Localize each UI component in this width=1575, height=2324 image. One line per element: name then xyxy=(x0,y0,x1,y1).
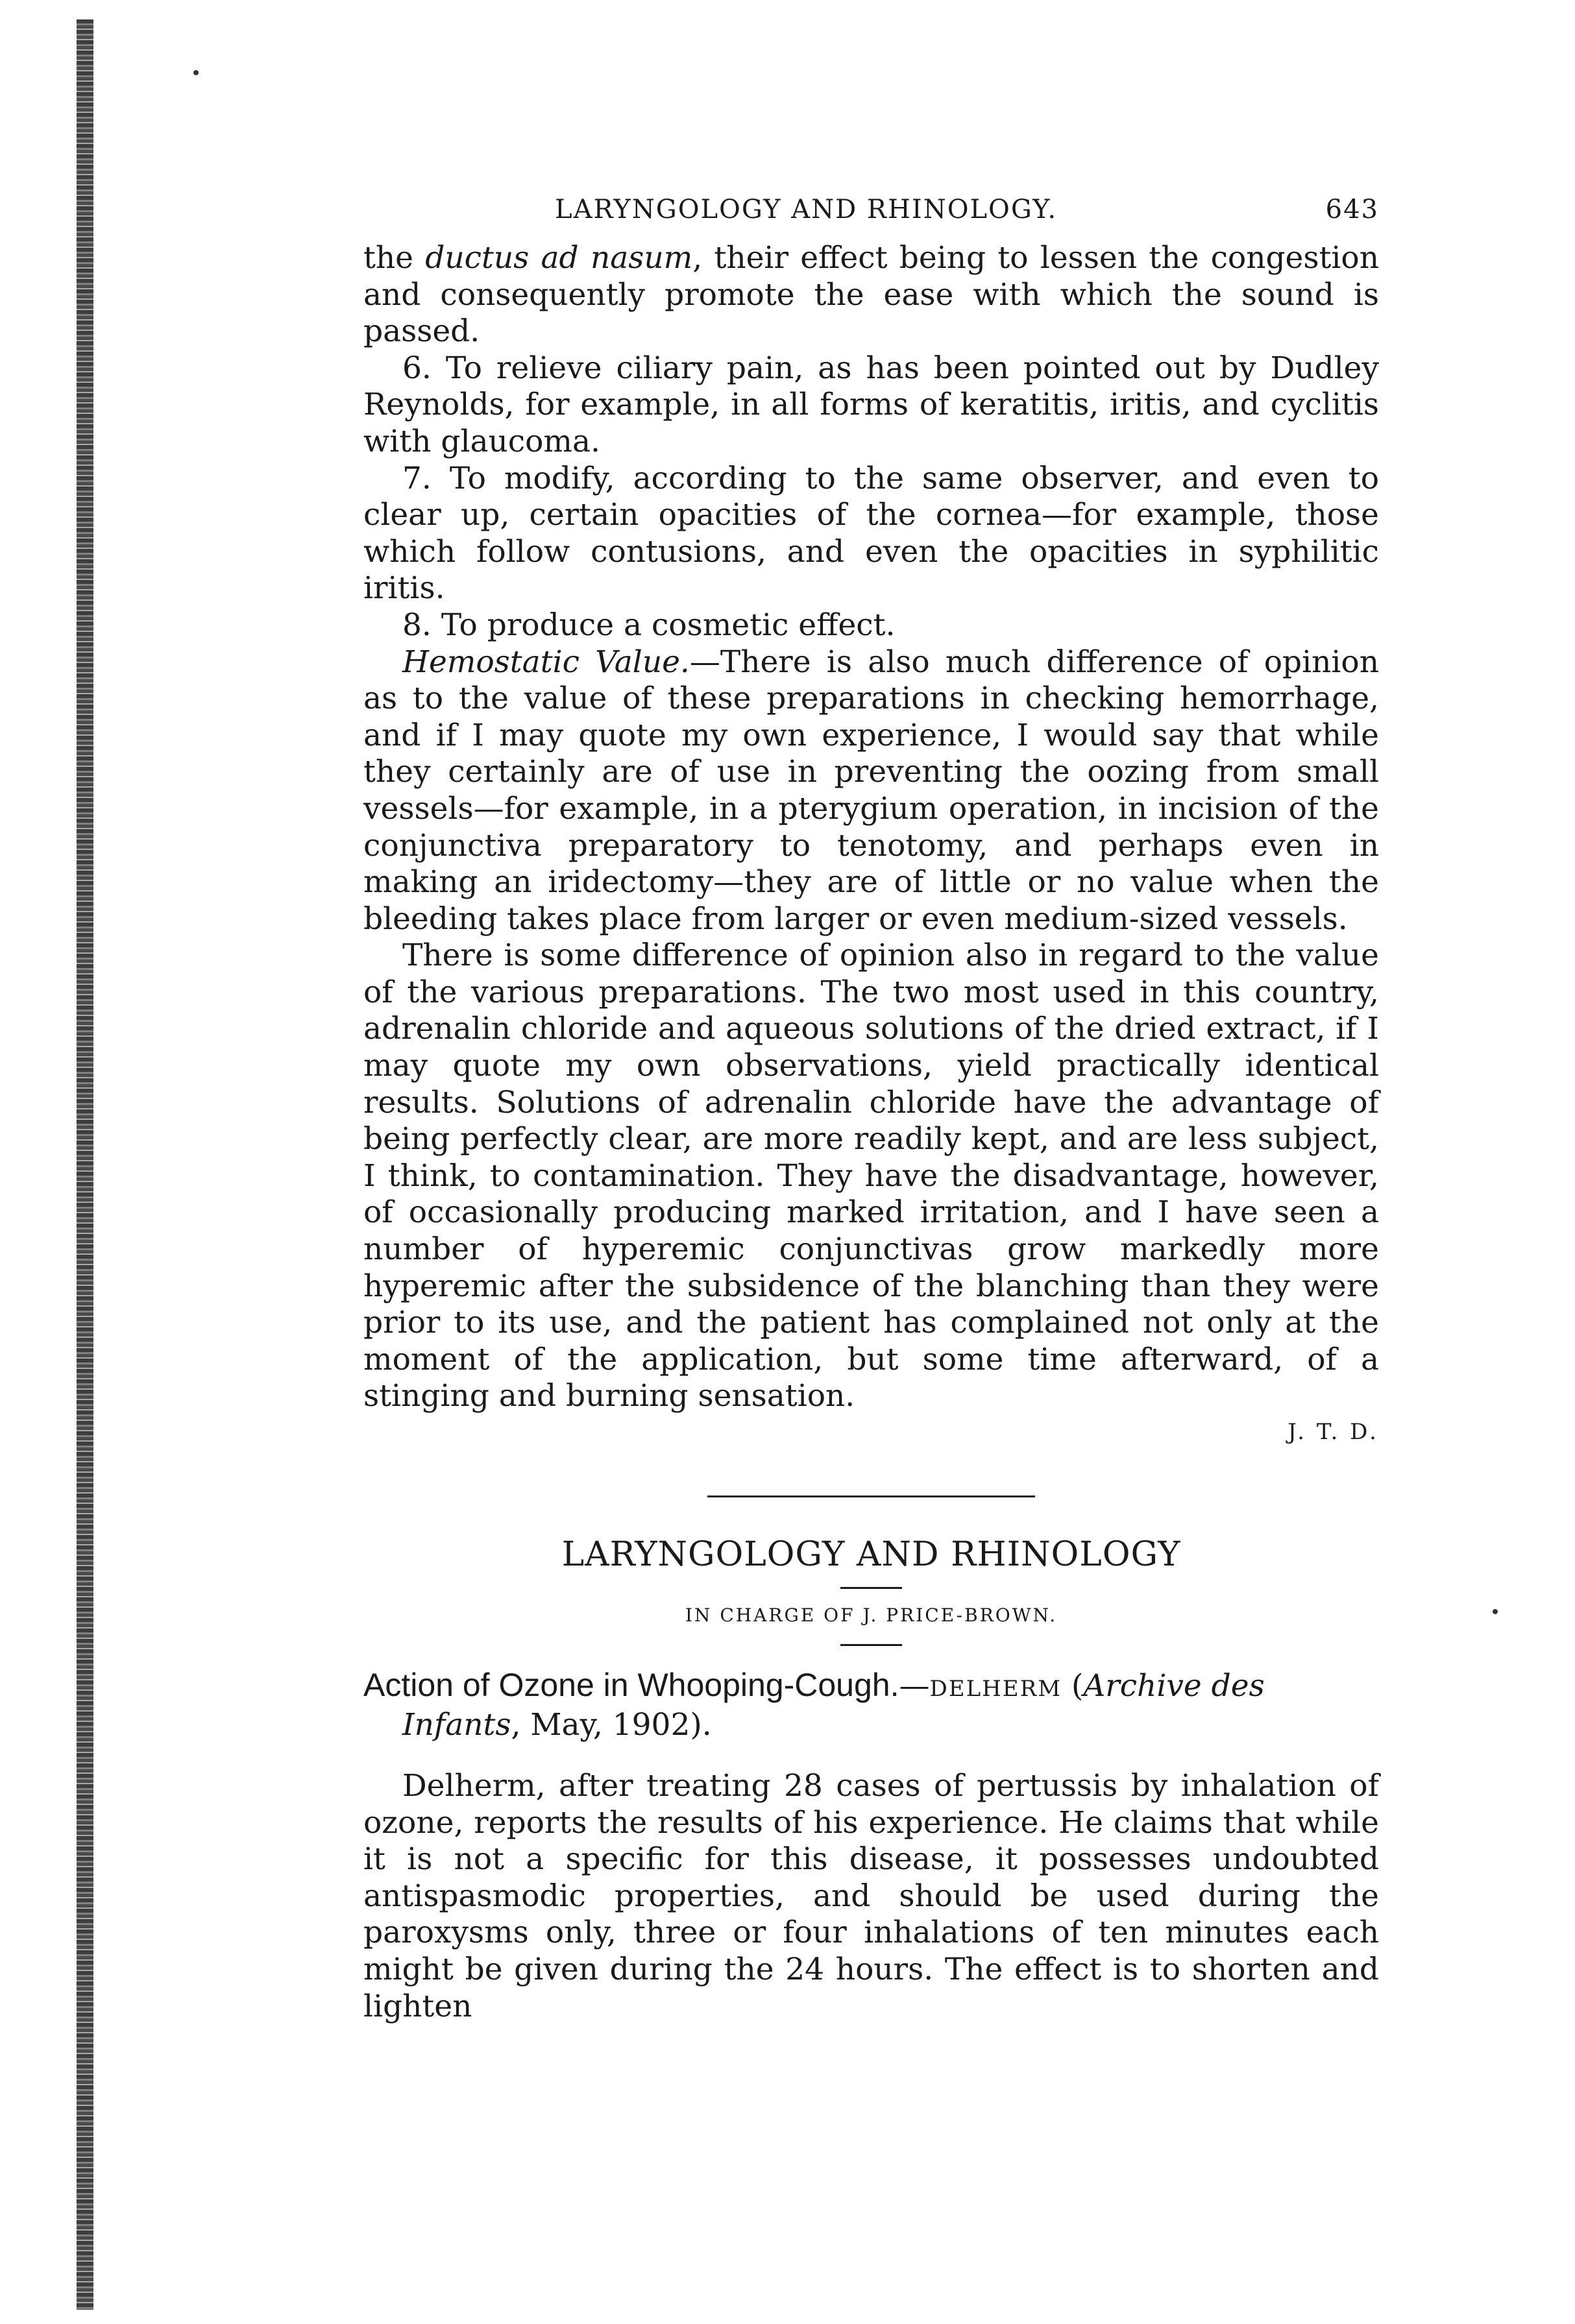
book-page xyxy=(363,195,1379,2025)
article-body: Delherm, after treating 28 cases of pertussis by inhalation of ozone, reports the results of his experience. He claims that while it is not a specific for this disease, it possesses undoubted antispasmodic properties, and should be used during the paroxysms only, three or four inhalations of ten minutes each might be given during the 24 hours. The effect is to shorten and lighten xyxy=(363,1768,1379,2024)
previous-section-text xyxy=(363,240,1379,1415)
text-run: , their effect being to lessen the congestion and consequently promote the ease with which the sound is passed. xyxy=(363,240,1379,350)
article-dash: — xyxy=(899,1668,930,1704)
section-divider xyxy=(707,1495,1035,1497)
article-source: Archive des Infants xyxy=(402,1668,1265,1743)
short-rule xyxy=(840,1644,902,1646)
text-run: 8. To produce a cosmetic effect. xyxy=(402,607,896,643)
short-rule xyxy=(840,1587,902,1589)
book-binding-edge xyxy=(77,19,93,2310)
article-author: DELHERM xyxy=(929,1676,1062,1702)
paragraph xyxy=(363,644,1379,938)
paragraph xyxy=(363,240,1379,350)
source-open: ( xyxy=(1062,1668,1084,1704)
paragraph xyxy=(363,607,1379,644)
print-speck xyxy=(193,70,199,75)
section-title: LARYNGOLOGY AND RHINOLOGY xyxy=(561,1535,1181,1574)
running-title: LARYNGOLOGY AND RHINOLOGY. xyxy=(555,195,1058,224)
italic-text: Hemostatic Value. xyxy=(402,644,690,680)
author-initials: J. T. D. xyxy=(1288,1419,1379,1445)
text-run: the xyxy=(363,240,426,276)
print-speck xyxy=(1493,1609,1498,1614)
article-heading xyxy=(363,1667,1379,1743)
text-run: There is some difference of opinion also in regard to the value of the various preparations. The two most used in this country, adrenalin chloride and aqueous solutions of the dried extract, if I may quote my own observations, yield practically identical results. Solutions of adrenalin chloride have the advantage of being perfectly clear, are more readily kept, and are less subject, I think, to contamination. They have the disadvantage, however, of occasionally producing marked irritation, and I have seen a number of hyperemic conjunctivas grow markedly more hyperemic after the subsidence of the blanching than they were prior to its use, and the patient has complained not only at the moment of the application, but some time afterward, of a stinging and burning sensation. xyxy=(363,938,1379,1414)
article-title: Action of Ozone in Whooping-Cough. xyxy=(363,1667,899,1703)
text-run: —There is also much difference of opinion as to the value of these preparations in checking hemorrhage, and if I may quote my own experience, I would say that while they certainly are of use in preventing the oozing from small vessels—for example, in a pterygium operation, in incision of the conjunctiva preparatory to tenotomy, and perhaps even in making an iridectomy—they are of little or no value when the bleeding takes place from larger or even medium-sized vessels. xyxy=(363,644,1379,937)
page-number: 643 xyxy=(1325,195,1379,224)
text-run: 6. To relieve ciliary pain, as has been pointed out by Dudley Reynolds, for example, in all forms of keratitis, iritis, and cyclitis with glaucoma. xyxy=(363,350,1379,459)
source-close: , May, 1902). xyxy=(511,1707,712,1743)
paragraph xyxy=(363,461,1379,607)
paragraph xyxy=(363,350,1379,461)
section-editor-line: IN CHARGE OF J. PRICE-BROWN. xyxy=(685,1604,1058,1626)
running-head xyxy=(363,195,1379,234)
text-run: 7. To modify, according to the same observer, and even to clear up, certain opacities of the cornea—for example, those which follow contusions, and even the opacities in syphilitic iritis. xyxy=(363,460,1379,607)
italic-text: ductus ad nasum xyxy=(425,240,693,276)
paragraph xyxy=(363,938,1379,1415)
